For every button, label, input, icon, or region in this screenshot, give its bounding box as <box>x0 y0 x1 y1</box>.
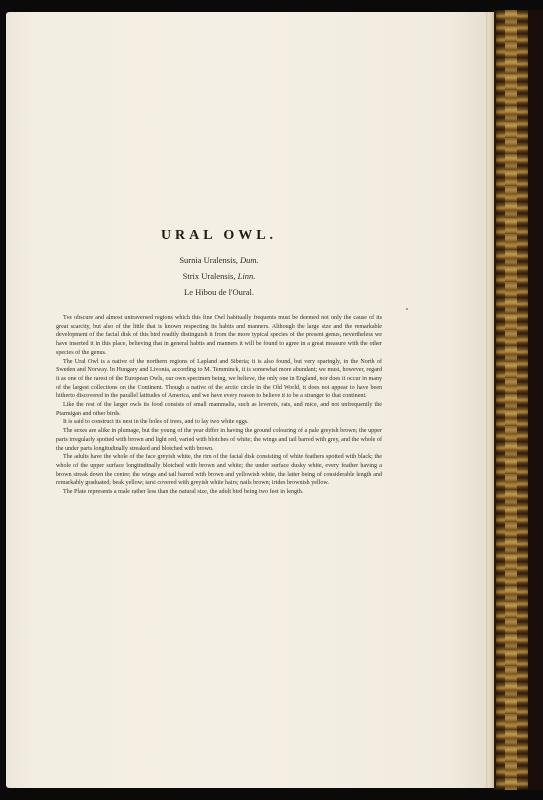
synonym-list <box>56 252 382 300</box>
lead-word: The <box>63 315 73 321</box>
synonym-line <box>56 268 382 284</box>
paragraph <box>56 314 382 358</box>
paragraph: It is said to construct its nest in the holes of trees, and to lay two white eggs. <box>63 419 249 426</box>
description-body <box>56 314 382 497</box>
paragraph: The Ural Owl is a native of the northern regions of Lapland and Siberia; it is also found, but very sparingly, in the North of Sweden and Norway. In Hungary and Livonia, according to M. Temminck, it is somewhat more abundant; we must, however, regard it as one of the rarest of the European Owls, our own specimen being, we believe, the only one in England, nor does it occur in many of the largest collections on the Continent. Though a native of the arctic circle in the Old World, it does not appear to have been hitherto discovered in the parallel latitudes of America, and we have every reason to believe it to be a stranger to that continent. <box>56 358 382 400</box>
paragraph: The Plate represents a male rather less than the natural size, the adult bird being two feet in length. <box>63 489 304 496</box>
synonym-name: Surnia Uralensis, <box>179 255 238 265</box>
text-block <box>56 228 382 497</box>
synonym-authority: Linn. <box>237 271 256 281</box>
synonym-line <box>56 284 382 300</box>
gilt-endpaper-border <box>494 10 532 790</box>
paragraph-text: obscure and almost untraversed regions which this fine Owl habitually frequents must be deemed not only the cause of its great scarcity, but also of the little that is known respecting its habits and manners. Although the large size and the remarkable development of the facial disk of this bird readily distinguish it from the more typical species of the present genus, nevertheless we have inserted it in this place, believing that in general habits and manners it will be found to agree in a great measure with the other species of the genus. <box>56 315 382 356</box>
paragraph: Like the rest of the larger owls its food consists of small mammalia, such as leverets, rats, and mice, and not unfrequently the Ptarmigan and other birds. <box>56 402 382 417</box>
synonym-name: Strix Uralensis, <box>182 271 236 281</box>
species-title: URAL OWL. <box>160 228 278 243</box>
synonym-authority: Dum. <box>240 255 259 265</box>
paragraph: The sexes are alike in plumage, but the young of the year differ in having the ground colouring of a pale greyish brown; the upper parts irregularly spotted with brown and light red, varied with blotches of white; the wings and tail barred with grey, and the whole of the under parts longitudinally streaked and blotched with brown. <box>56 428 382 452</box>
paper-speck <box>406 308 408 310</box>
synonym-line <box>56 252 382 268</box>
page-edges <box>486 12 494 788</box>
binding-board <box>528 10 543 790</box>
paragraph: The adults have the whole of the face greyish white, the rim of the facial disk consisting of white feathers spotted with black; the whole of the upper surface longitudinally blotched with brown and white; the under surface dusky white, every feather having a brown streak down the centre; the wings and tail barred with brown and yellowish white, the latter being of considerable length and remarkably graduated; beak yellow; tarsi covered with greyish white hairs; nails brown; irides brownish yellow. <box>56 454 382 487</box>
synonym-name: Le Hibou de l'Oural. <box>184 287 254 297</box>
